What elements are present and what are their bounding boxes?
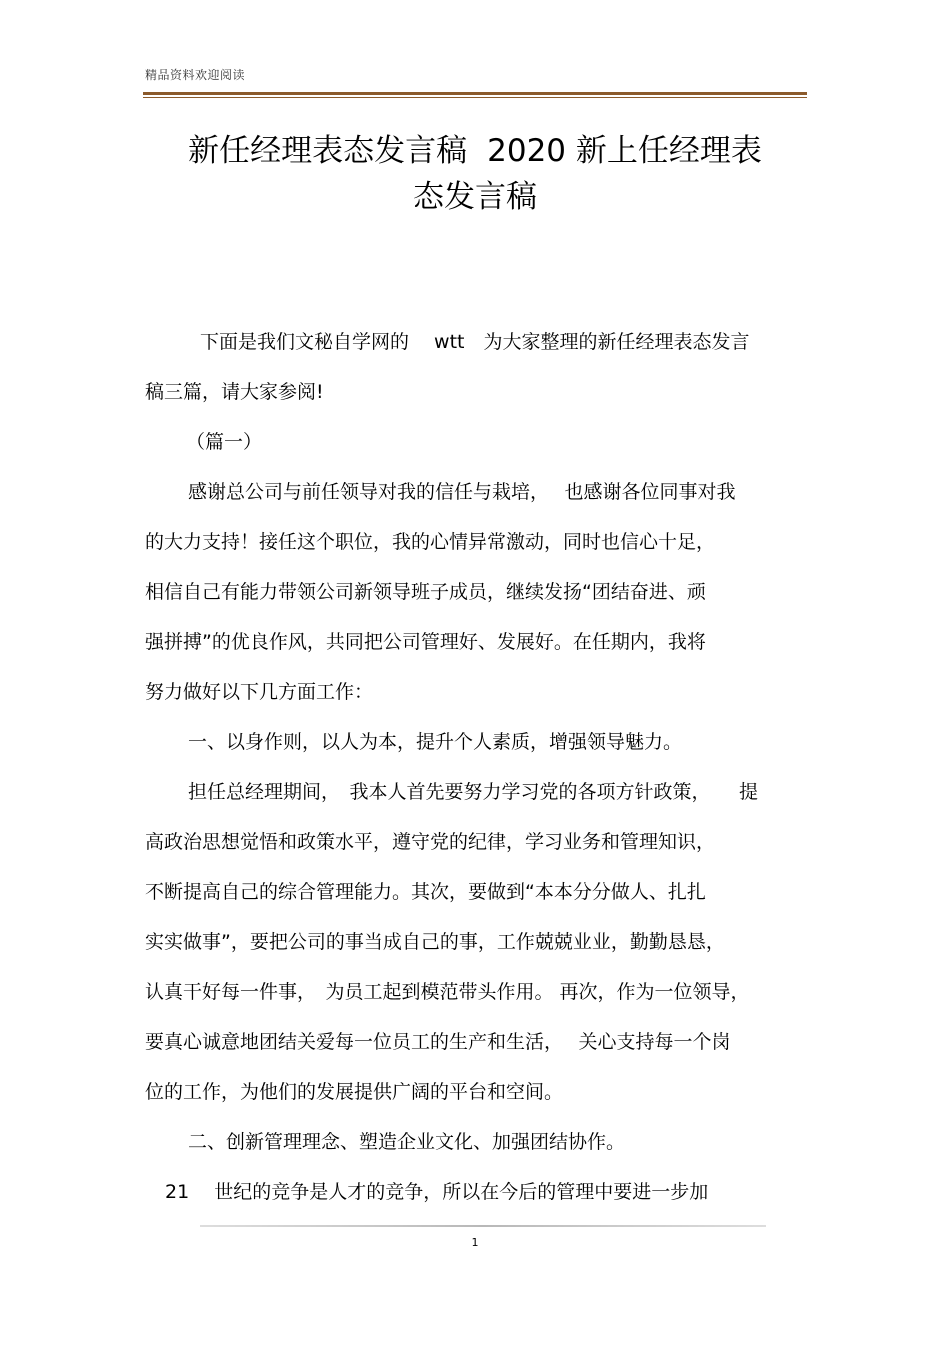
- header-rule: [143, 92, 807, 95]
- paragraph-line: 高政治思想觉悟和政策水平，遵守党的纪律，学习业务和管理知识，: [145, 831, 716, 853]
- section-heading: （篇一）: [186, 431, 263, 453]
- paragraph-line: 强拼搏”的优良作风，共同把公司管理好、发展好。在任期内，我将: [145, 631, 706, 653]
- paragraph-line: 不断提高自己的综合管理能力。其次，要做到“本本分分做人、扎扎: [145, 881, 706, 903]
- paragraph-line: 的大力支持！接任这个职位，我的心情异常激动，同时也信心十足，: [145, 531, 716, 553]
- paragraph-line: 要真心诚意地团结关爱每一位员工的生产和生活， 关心支持每一个岗: [145, 1031, 731, 1053]
- page-number: 1: [471, 1236, 479, 1249]
- paragraph-line: 位的工作，为他们的发展提供广阔的平台和空间。: [145, 1081, 564, 1103]
- paragraph-line: 21 世纪的竞争是人才的竞争，所以在今后的管理中要进一步加: [165, 1181, 709, 1203]
- header-rule-thin: [143, 97, 807, 98]
- paragraph-line: 一、以身作则，以人为本，提升个人素质，增强领导魅力。: [188, 731, 683, 753]
- paragraph-line: 实实做事”，要把公司的事当成自己的事，工作兢兢业业，勤勤恳恳，: [145, 931, 725, 953]
- title-part-1: 新任经理表态发言稿: [188, 133, 468, 169]
- paragraph-line: 下面是我们文秘自学网的 wtt 为大家整理的新任经理表态发言: [200, 331, 750, 353]
- paragraph-line: 努力做好以下几方面工作：: [145, 681, 374, 703]
- page-header: 精品资料欢迎阅读: [145, 68, 246, 82]
- document-title: [145, 128, 805, 220]
- title-part-2: 2020 新上任经理表: [487, 133, 762, 169]
- footer-rule: [200, 1225, 766, 1227]
- paragraph-line: 认真干好每一件事， 为员工起到模范带头作用。 再次，作为一位领导，: [145, 981, 750, 1003]
- paragraph-line: 感谢总公司与前任领导对我的信任与栽培， 也感谢各位同事对我: [188, 481, 736, 503]
- paragraph-line: 稿三篇，请大家参阅!: [145, 381, 324, 403]
- paragraph-line: 相信自己有能力带领公司新领导班子成员，继续发扬“团结奋进、顽: [145, 581, 706, 603]
- paragraph-line: 二、创新管理理念、塑造企业文化、加强团结协作。: [188, 1131, 626, 1153]
- paragraph-line: 担任总经理期间， 我本人首先要努力学习党的各项方针政策， 提: [188, 781, 759, 803]
- title-line-2: 态发言稿: [413, 179, 537, 215]
